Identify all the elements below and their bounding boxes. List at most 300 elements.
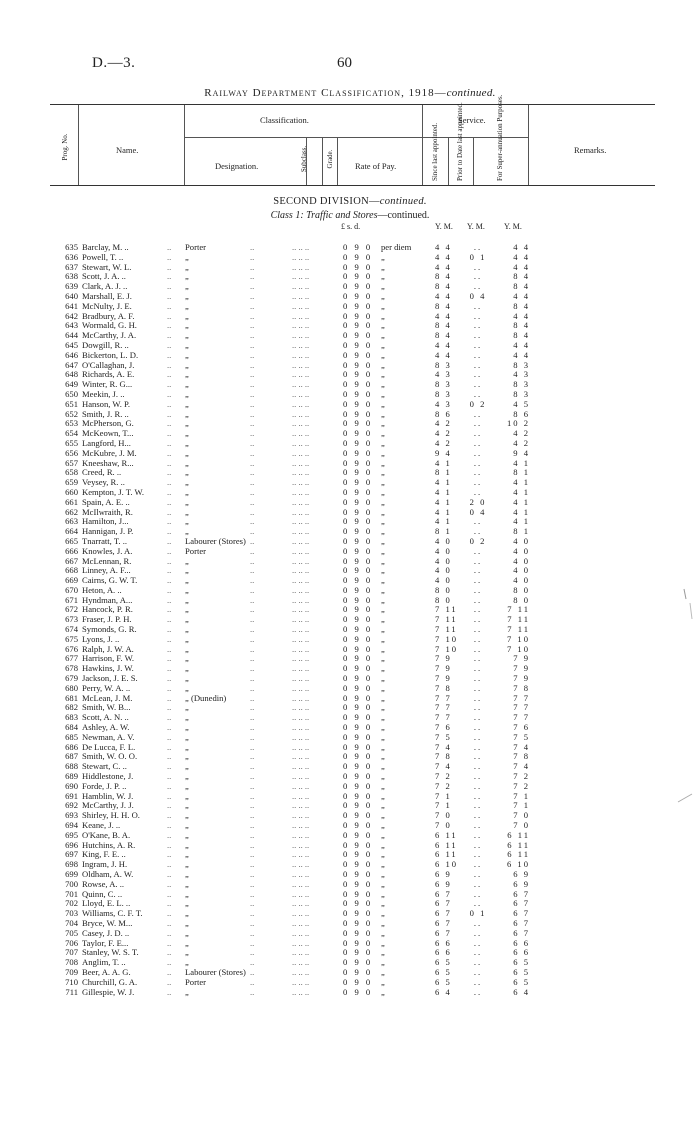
designation-cell: „ bbox=[185, 800, 189, 811]
superannuation-cell: 7 7 bbox=[513, 692, 530, 703]
designation-cell: „ bbox=[185, 751, 189, 762]
designation-cell: „ bbox=[185, 682, 189, 693]
rate-cell: 0 9 0 bbox=[343, 251, 373, 262]
since-last-cell: 8 3 bbox=[435, 388, 452, 399]
prior-to-cell: .. bbox=[473, 800, 483, 811]
leader-dots: .. .. .. bbox=[292, 477, 310, 488]
per-cell: „ bbox=[381, 966, 385, 977]
leader-dots: .. bbox=[167, 702, 172, 713]
prog-no-cell: 671 bbox=[65, 594, 78, 605]
prog-no-cell: 702 bbox=[65, 898, 78, 909]
leader-dots: .. bbox=[167, 261, 172, 272]
per-cell: „ bbox=[381, 408, 385, 419]
prog-no-cell: 697 bbox=[65, 849, 78, 860]
leader-dots: .. bbox=[250, 947, 255, 958]
rate-cell: 0 9 0 bbox=[343, 947, 373, 958]
prior-to-cell: .. bbox=[473, 966, 483, 977]
prior-to-cell: .. bbox=[473, 369, 483, 380]
since-last-cell: 4 0 bbox=[435, 555, 452, 566]
since-last-cell: 8 0 bbox=[435, 584, 452, 595]
designation-cell: „ bbox=[185, 408, 189, 419]
since-last-cell: 4 0 bbox=[435, 575, 452, 586]
prog-no-cell: 686 bbox=[65, 741, 78, 752]
designation-cell: „ bbox=[185, 888, 189, 899]
leader-dots: .. bbox=[250, 957, 255, 968]
leader-dots: .. .. .. bbox=[292, 349, 310, 360]
prior-to-cell: .. bbox=[473, 271, 483, 282]
prior-to-cell: .. bbox=[473, 584, 483, 595]
leader-dots: .. bbox=[250, 408, 255, 419]
leader-dots: .. .. .. bbox=[292, 555, 310, 566]
since-last-cell: 9 4 bbox=[435, 447, 452, 458]
leader-dots: .. bbox=[250, 869, 255, 879]
leader-dots: .. .. .. bbox=[292, 839, 310, 850]
since-last-cell: 7 9 bbox=[435, 673, 452, 684]
designation-cell: „ bbox=[185, 330, 189, 341]
prior-to-cell: .. bbox=[473, 643, 483, 654]
prog-no-cell: 644 bbox=[65, 330, 78, 341]
rate-cell: 0 9 0 bbox=[343, 908, 373, 919]
class-title: Traffic and Stores bbox=[306, 210, 378, 221]
designation-cell: „ bbox=[185, 780, 189, 791]
leader-dots: .. bbox=[250, 771, 255, 782]
prior-to-cell: .. bbox=[473, 379, 483, 390]
name-cell: Langford, H... bbox=[82, 437, 131, 448]
per-cell: „ bbox=[381, 290, 385, 301]
prog-no-cell: 661 bbox=[65, 496, 78, 507]
per-cell: „ bbox=[381, 575, 385, 586]
superannuation-cell: 7 1 bbox=[513, 800, 530, 811]
per-cell: „ bbox=[381, 976, 385, 987]
col-superannuation: For Super-annuation Purposes. bbox=[496, 94, 504, 181]
rate-cell: 0 9 0 bbox=[343, 976, 373, 987]
leader-dots: .. bbox=[250, 751, 255, 762]
prog-no-cell: 656 bbox=[65, 447, 78, 458]
per-cell: „ bbox=[381, 927, 385, 938]
designation-cell: „ bbox=[185, 917, 189, 928]
per-cell: „ bbox=[381, 477, 385, 488]
name-cell: Shirley, H. H. O. bbox=[82, 810, 140, 821]
name-cell: Newman, A. V. bbox=[82, 731, 135, 742]
designation-cell: „ bbox=[185, 614, 189, 625]
prog-no-cell: 640 bbox=[65, 290, 78, 301]
prior-to-cell: .. bbox=[473, 281, 483, 292]
since-last-cell: 8 1 bbox=[435, 526, 452, 537]
leader-dots: .. .. .. bbox=[292, 614, 310, 625]
leader-dots: .. .. .. bbox=[292, 849, 310, 860]
leader-dots: .. .. .. bbox=[292, 300, 310, 311]
name-cell: De Lucca, F. L. bbox=[82, 741, 136, 752]
leader-dots: .. bbox=[167, 418, 172, 429]
name-cell: Cairns, G. W. T. bbox=[82, 575, 138, 586]
designation-cell: „ bbox=[185, 388, 189, 399]
superannuation-cell: 4 1 bbox=[513, 457, 530, 468]
per-cell: „ bbox=[381, 790, 385, 801]
name-cell: Taylor, F. E... bbox=[82, 937, 129, 948]
name-cell: McPherson, G. bbox=[82, 418, 134, 429]
section-heading bbox=[0, 196, 700, 207]
leader-dots: .. bbox=[250, 418, 255, 429]
superannuation-cell: 6 7 bbox=[513, 908, 530, 919]
name-cell: Scott, A. N. .. bbox=[82, 712, 129, 723]
per-cell: „ bbox=[381, 692, 385, 703]
since-last-cell: 7 9 bbox=[435, 663, 452, 674]
since-last-cell: 4 3 bbox=[435, 369, 452, 380]
per-cell: „ bbox=[381, 398, 385, 409]
name-cell: Harrison, F. W. bbox=[82, 653, 135, 664]
name-cell: Lloyd, E. L. .. bbox=[82, 898, 131, 909]
designation-cell: „ bbox=[185, 516, 189, 527]
prior-to-cell: 0 2 bbox=[469, 398, 487, 409]
prior-to-cell: .. bbox=[473, 418, 483, 429]
name-cell: McLennan, R. bbox=[82, 555, 132, 566]
prior-to-cell: .. bbox=[473, 869, 483, 879]
name-cell: Stewart, W. L. bbox=[82, 261, 132, 272]
leader-dots: .. .. .. bbox=[292, 604, 310, 615]
prior-to-cell: 2 0 bbox=[469, 496, 487, 507]
leader-dots: .. .. .. bbox=[292, 859, 310, 870]
leader-dots: .. .. .. bbox=[292, 242, 310, 252]
designation-cell: „ bbox=[185, 506, 189, 517]
per-cell: „ bbox=[381, 369, 385, 380]
superannuation-cell: 7 10 bbox=[506, 643, 530, 654]
designation-cell: „ bbox=[185, 810, 189, 821]
prior-to-cell: .. bbox=[473, 957, 483, 968]
rate-cell: 0 9 0 bbox=[343, 820, 373, 831]
since-last-cell: 4 4 bbox=[435, 349, 452, 360]
per-cell: „ bbox=[381, 643, 385, 654]
leader-dots: .. bbox=[167, 379, 172, 390]
name-cell: Spain, A. E. .. bbox=[82, 496, 130, 507]
prior-to-cell: .. bbox=[473, 810, 483, 821]
rate-cell: 0 9 0 bbox=[343, 751, 373, 762]
prog-no-cell: 709 bbox=[65, 966, 78, 977]
superannuation-cell: 7 11 bbox=[507, 624, 530, 635]
leader-dots: .. bbox=[250, 976, 255, 987]
per-cell: „ bbox=[381, 447, 385, 458]
prior-to-cell: .. bbox=[473, 349, 483, 360]
name-cell: McKeown, T... bbox=[82, 428, 134, 439]
leader-dots: .. .. .. bbox=[292, 898, 310, 909]
rate-cell: 0 9 0 bbox=[343, 467, 373, 478]
name-cell: Veysey, R. .. bbox=[82, 477, 125, 488]
rate-cell: 0 9 0 bbox=[343, 800, 373, 811]
designation-cell: „ bbox=[185, 624, 189, 635]
since-last-cell: 7 2 bbox=[435, 780, 452, 791]
prog-no-cell: 680 bbox=[65, 682, 78, 693]
designation-cell: „ bbox=[185, 829, 189, 840]
name-cell: Casey, J. D. .. bbox=[82, 927, 130, 938]
leader-dots: .. .. .. bbox=[292, 535, 310, 546]
rate-cell: 0 9 0 bbox=[343, 330, 373, 341]
prior-to-cell: .. bbox=[473, 437, 483, 448]
leader-dots: .. .. .. bbox=[292, 820, 310, 831]
prog-no-cell: 653 bbox=[65, 418, 78, 429]
name-cell: Marshall, E. J. bbox=[82, 290, 132, 301]
prog-no-cell: 699 bbox=[65, 869, 78, 879]
superannuation-cell: 7 7 bbox=[513, 702, 530, 713]
designation-cell: „ bbox=[185, 271, 189, 282]
superannuation-cell: 4 2 bbox=[513, 428, 530, 439]
prog-no-cell: 677 bbox=[65, 653, 78, 664]
leader-dots: .. .. .. bbox=[292, 800, 310, 811]
designation-cell: „ bbox=[185, 369, 189, 380]
superannuation-cell: 8 6 bbox=[513, 408, 530, 419]
prior-to-cell: .. bbox=[473, 937, 483, 948]
leader-dots: .. bbox=[167, 839, 172, 850]
leader-dots: .. bbox=[250, 722, 255, 733]
designation-cell: „ bbox=[185, 604, 189, 615]
designation-cell: „ bbox=[185, 300, 189, 311]
prog-no-cell: 673 bbox=[65, 614, 78, 625]
prior-to-cell: .. bbox=[473, 790, 483, 801]
designation-cell: „ bbox=[185, 251, 189, 262]
designation-cell: „ bbox=[185, 398, 189, 409]
col-designation: Designation. bbox=[215, 161, 259, 171]
page-number: 60 bbox=[337, 55, 352, 71]
rate-cell: 0 9 0 bbox=[343, 869, 373, 879]
leader-dots: .. bbox=[167, 290, 172, 301]
per-cell: „ bbox=[381, 673, 385, 684]
division-continued: continued. bbox=[379, 196, 427, 207]
prog-no-cell: 650 bbox=[65, 388, 78, 399]
leader-dots: .. bbox=[250, 379, 255, 390]
superannuation-cell: 8 4 bbox=[513, 271, 530, 282]
name-cell: Barclay, M. .. bbox=[82, 242, 129, 252]
prog-no-cell: 654 bbox=[65, 428, 78, 439]
leader-dots: .. bbox=[250, 320, 255, 331]
superannuation-cell: 7 4 bbox=[513, 741, 530, 752]
prior-to-cell: .. bbox=[473, 976, 483, 987]
superannuation-cell: 4 1 bbox=[513, 516, 530, 527]
prog-no-cell: 668 bbox=[65, 565, 78, 576]
superannuation-cell: 7 0 bbox=[513, 810, 530, 821]
superannuation-cell: 4 1 bbox=[513, 496, 530, 507]
prog-no-cell: 696 bbox=[65, 839, 78, 850]
rate-cell: 0 9 0 bbox=[343, 810, 373, 821]
leader-dots: .. bbox=[167, 633, 172, 644]
designation-cell: „ bbox=[185, 986, 189, 997]
designation-cell: „ bbox=[185, 878, 189, 889]
prog-no-cell: 667 bbox=[65, 555, 78, 566]
leader-dots: .. .. .. bbox=[292, 339, 310, 350]
superannuation-cell: 7 9 bbox=[513, 673, 530, 684]
designation-cell: „ bbox=[185, 496, 189, 507]
prog-no-cell: 698 bbox=[65, 859, 78, 870]
name-cell: Kempton, J. T. W. bbox=[82, 486, 144, 497]
leader-dots: .. .. .. bbox=[292, 917, 310, 928]
per-cell: „ bbox=[381, 849, 385, 860]
leader-dots: .. bbox=[167, 398, 172, 409]
since-last-cell: 7 6 bbox=[435, 722, 452, 733]
designation-cell: „ bbox=[185, 526, 189, 537]
superannuation-cell: 4 0 bbox=[513, 555, 530, 566]
designation-cell: „ bbox=[185, 467, 189, 478]
superannuation-cell: 7 1 bbox=[513, 790, 530, 801]
leader-dots: .. .. .. bbox=[292, 496, 310, 507]
prior-to-cell: .. bbox=[473, 898, 483, 909]
prior-to-cell: .. bbox=[473, 467, 483, 478]
prog-no-cell: 704 bbox=[65, 917, 78, 928]
name-cell: Knowles, J. A. bbox=[82, 545, 133, 556]
class-heading bbox=[0, 210, 700, 221]
designation-cell: „ bbox=[185, 839, 189, 850]
designation-cell: „ bbox=[185, 937, 189, 948]
superannuation-cell: 10 2 bbox=[506, 418, 530, 429]
leader-dots: .. bbox=[250, 584, 255, 595]
leader-dots: .. bbox=[167, 800, 172, 811]
leader-dots: .. bbox=[250, 604, 255, 615]
prior-to-cell: .. bbox=[473, 330, 483, 341]
superannuation-cell: 8 4 bbox=[513, 281, 530, 292]
rate-cell: 0 9 0 bbox=[343, 761, 373, 772]
superannuation-cell: 6 7 bbox=[513, 888, 530, 899]
rate-cell: 0 9 0 bbox=[343, 917, 373, 928]
designation-cell: „ bbox=[185, 849, 189, 860]
prior-to-cell: .. bbox=[473, 339, 483, 350]
per-cell: „ bbox=[381, 388, 385, 399]
rate-cell: 0 9 0 bbox=[343, 741, 373, 752]
leader-dots: .. bbox=[167, 369, 172, 380]
per-cell: „ bbox=[381, 526, 385, 537]
leader-dots: .. bbox=[167, 339, 172, 350]
leader-dots: .. bbox=[250, 653, 255, 664]
leader-dots: .. bbox=[250, 447, 255, 458]
leader-dots: .. .. .. bbox=[292, 790, 310, 801]
superannuation-cell: 6 10 bbox=[506, 859, 530, 870]
leader-dots: .. .. .. bbox=[292, 369, 310, 380]
name-cell: Bickerton, L. D. bbox=[82, 349, 139, 360]
leader-dots: .. bbox=[167, 624, 172, 635]
per-cell: „ bbox=[381, 859, 385, 870]
leader-dots: .. bbox=[250, 624, 255, 635]
prog-no-cell: 701 bbox=[65, 888, 78, 899]
since-last-cell: 6 10 bbox=[435, 859, 459, 870]
rate-cell: 0 9 0 bbox=[343, 839, 373, 850]
rate-cell: 0 9 0 bbox=[343, 359, 373, 370]
per-cell: „ bbox=[381, 702, 385, 713]
col-name: Name. bbox=[116, 145, 139, 155]
per-cell: „ bbox=[381, 614, 385, 625]
prior-to-cell: .. bbox=[473, 751, 483, 762]
rate-cell: 0 9 0 bbox=[343, 408, 373, 419]
since-last-cell: 6 7 bbox=[435, 898, 452, 909]
name-cell: Linney, A. F... bbox=[82, 565, 131, 576]
superannuation-cell: 6 11 bbox=[507, 849, 530, 860]
prog-no-cell: 703 bbox=[65, 908, 78, 919]
leader-dots: .. bbox=[167, 820, 172, 831]
per-cell: „ bbox=[381, 712, 385, 723]
leader-dots: .. .. .. bbox=[292, 398, 310, 409]
superannuation-cell: 6 9 bbox=[513, 878, 530, 889]
prog-no-cell: 657 bbox=[65, 457, 78, 468]
since-last-cell: 7 10 bbox=[435, 643, 459, 654]
leader-dots: .. bbox=[250, 614, 255, 625]
rate-cell: 0 9 0 bbox=[343, 339, 373, 350]
designation-cell: „ bbox=[185, 898, 189, 909]
prog-no-cell: 690 bbox=[65, 780, 78, 791]
leader-dots: .. bbox=[250, 300, 255, 311]
since-last-cell: 8 3 bbox=[435, 359, 452, 370]
leader-dots: .. .. .. bbox=[292, 888, 310, 899]
name-cell: Richards, A. E. bbox=[82, 369, 135, 380]
prior-to-cell: .. bbox=[473, 692, 483, 703]
scan-mark-icon bbox=[676, 790, 696, 806]
rate-cell: 0 9 0 bbox=[343, 673, 373, 684]
col-since-last: Since last appointed. bbox=[431, 122, 439, 181]
leader-dots: .. bbox=[250, 663, 255, 674]
name-cell: Powell, T. .. bbox=[82, 251, 124, 262]
leader-dots: .. bbox=[167, 829, 172, 840]
designation-cell: „ bbox=[185, 594, 189, 605]
rate-cell: 0 9 0 bbox=[343, 271, 373, 282]
leader-dots: .. bbox=[250, 271, 255, 282]
rate-cell: 0 9 0 bbox=[343, 878, 373, 889]
designation-cell: Porter bbox=[185, 976, 207, 987]
name-cell: Hancock, P. R. bbox=[82, 604, 133, 615]
prog-no-cell: 639 bbox=[65, 281, 78, 292]
since-last-cell: 6 5 bbox=[435, 957, 452, 968]
superannuation-cell: 4 1 bbox=[513, 477, 530, 488]
col-subclass: Subclass. bbox=[300, 145, 308, 173]
designation-cell: „ bbox=[185, 957, 189, 968]
rate-cell: 0 9 0 bbox=[343, 555, 373, 566]
leader-dots: .. bbox=[167, 937, 172, 948]
leader-dots: .. bbox=[250, 888, 255, 899]
name-cell: Keane, J. .. bbox=[82, 820, 121, 831]
per-cell: „ bbox=[381, 761, 385, 772]
per-cell: „ bbox=[381, 810, 385, 821]
leader-dots: .. .. .. bbox=[292, 751, 310, 762]
prior-to-cell: .. bbox=[473, 653, 483, 664]
leader-dots: .. bbox=[167, 869, 172, 879]
per-cell: „ bbox=[381, 751, 385, 762]
prog-no-cell: 705 bbox=[65, 927, 78, 938]
name-cell: McKubre, J. M. bbox=[82, 447, 137, 458]
leader-dots: .. bbox=[250, 369, 255, 380]
per-cell: „ bbox=[381, 653, 385, 664]
since-last-cell: 8 4 bbox=[435, 320, 452, 331]
leader-dots: .. bbox=[250, 506, 255, 517]
prior-to-cell: .. bbox=[473, 673, 483, 684]
prior-to-cell: 0 4 bbox=[469, 290, 487, 301]
designation-cell: „ bbox=[185, 359, 189, 370]
leader-dots: .. bbox=[167, 986, 172, 997]
designation-cell: „ bbox=[185, 457, 189, 468]
leader-dots: .. bbox=[250, 780, 255, 791]
since-last-cell: 4 2 bbox=[435, 437, 452, 448]
leader-dots: .. .. .. bbox=[292, 594, 310, 605]
name-cell: Scott, J. A. .. bbox=[82, 271, 126, 282]
superannuation-cell: 8 3 bbox=[513, 379, 530, 390]
page-title bbox=[0, 87, 700, 99]
rate-cell: 0 9 0 bbox=[343, 594, 373, 605]
prog-no-cell: 637 bbox=[65, 261, 78, 272]
rate-cell: 0 9 0 bbox=[343, 575, 373, 586]
unit-prior: Y. M. bbox=[467, 222, 485, 231]
per-cell: „ bbox=[381, 917, 385, 928]
designation-cell: „ bbox=[185, 290, 189, 301]
leader-dots: .. .. .. bbox=[292, 330, 310, 341]
leader-dots: .. bbox=[250, 339, 255, 350]
leader-dots: .. bbox=[250, 457, 255, 468]
prior-to-cell: .. bbox=[473, 545, 483, 556]
since-last-cell: 6 7 bbox=[435, 917, 452, 928]
leader-dots: .. .. .. bbox=[292, 379, 310, 390]
leader-dots: .. bbox=[250, 437, 255, 448]
per-cell: „ bbox=[381, 320, 385, 331]
per-cell: „ bbox=[381, 633, 385, 644]
